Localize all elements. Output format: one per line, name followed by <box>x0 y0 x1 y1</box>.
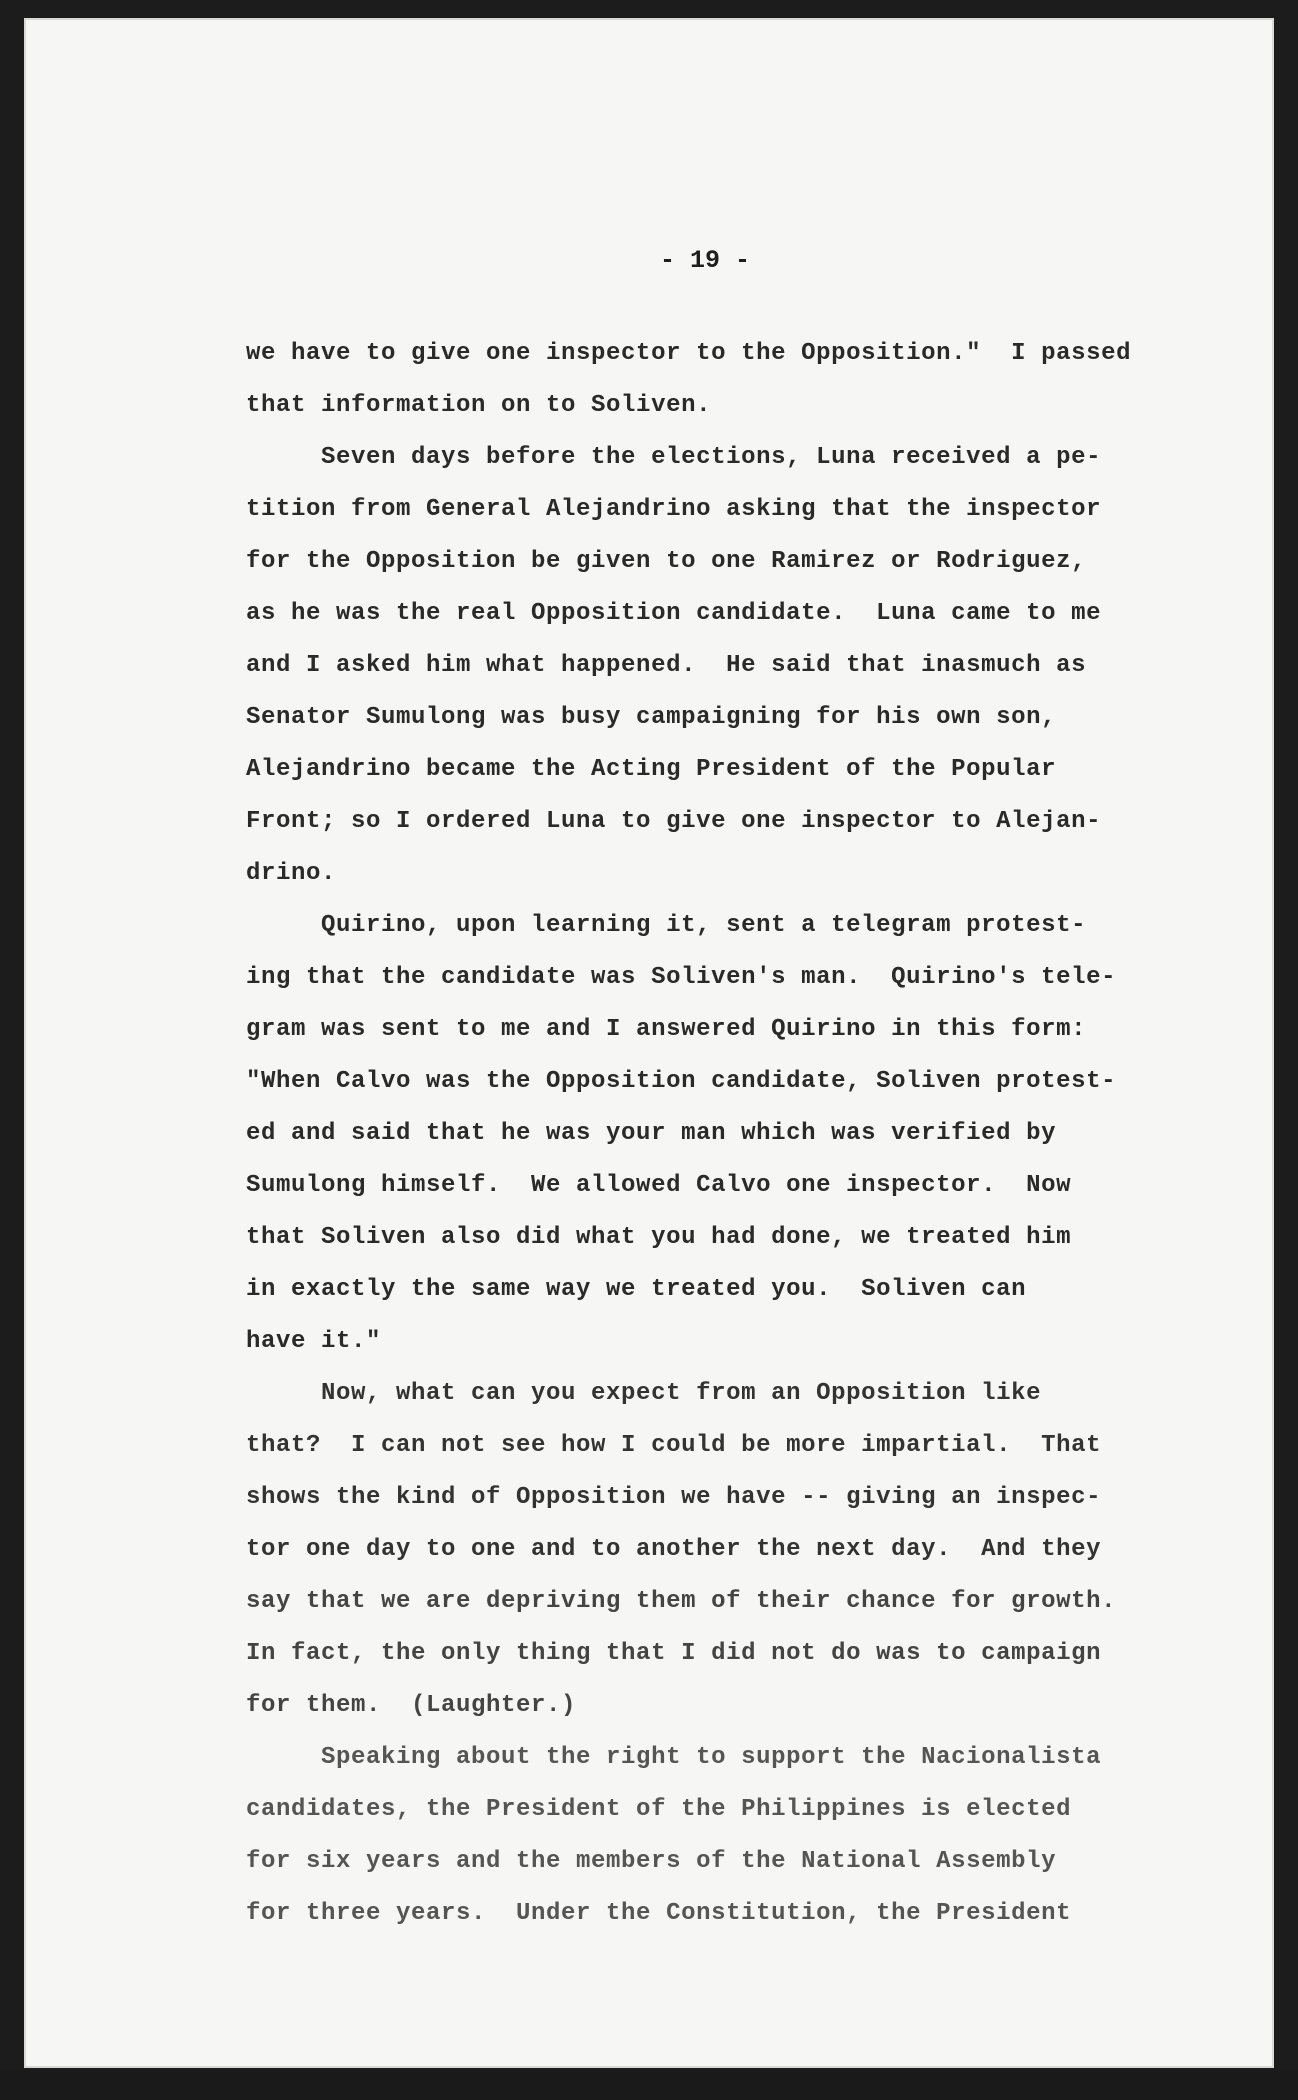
text-line: that Soliven also did what you had done, we treated him <box>246 1224 1072 1251</box>
text-line: "When Calvo was the Opposition candidate, Soliven protest- <box>246 1068 1117 1095</box>
text-line: ed and said that he was your man which was verified by <box>246 1120 1057 1147</box>
document-page <box>24 18 1274 2068</box>
text-line: ing that the candidate was Soliven's man. Quirino's tele- <box>246 964 1117 991</box>
text-line: Sumulong himself. We allowed Calvo one inspector. Now <box>246 1172 1072 1199</box>
typewritten-body <box>246 328 1206 1940</box>
page-number: - 19 - <box>659 246 750 275</box>
text-line: and I asked him what happened. He said that inasmuch as <box>246 652 1087 679</box>
text-line: Front; so I ordered Luna to give one inspector to Alejan- <box>246 808 1102 835</box>
scan-border <box>0 2070 1298 2100</box>
text-line: for them. (Laughter.) <box>246 1692 577 1719</box>
text-line: Seven days before the elections, Luna received a pe- <box>246 444 1102 471</box>
text-line: in exactly the same way we treated you. Soliven can <box>246 1276 1027 1303</box>
text-line: tition from General Alejandrino asking that the inspector <box>246 496 1102 523</box>
text-line: shows the kind of Opposition we have -- giving an inspec- <box>246 1484 1102 1511</box>
text-line: Quirino, upon learning it, sent a telegram protest- <box>246 912 1087 939</box>
text-line: as he was the real Opposition candidate. Luna came to me <box>246 600 1102 627</box>
text-line: that? I can not see how I could be more impartial. That <box>246 1432 1102 1459</box>
text-line: candidates, the President of the Philippines is elected <box>246 1796 1072 1823</box>
text-line: have it." <box>246 1328 382 1355</box>
text-line: for three years. Under the Constitution, the President <box>246 1900 1072 1927</box>
text-line: Senator Sumulong was busy campaigning for his own son, <box>246 704 1057 731</box>
text-line: for six years and the members of the National Assembly <box>246 1848 1057 1875</box>
text-line: In fact, the only thing that I did not do was to campaign <box>246 1640 1102 1667</box>
text-line: Speaking about the right to support the Nacionalista <box>246 1744 1102 1771</box>
text-line: drino. <box>246 860 337 887</box>
text-line: tor one day to one and to another the next day. And they <box>246 1536 1102 1563</box>
text-line: that information on to Soliven. <box>246 392 712 419</box>
text-line: for the Opposition be given to one Ramirez or Rodriguez, <box>246 548 1087 575</box>
text-line: we have to give one inspector to the Opposition." I passed <box>246 340 1132 367</box>
text-line: say that we are depriving them of their chance for growth. <box>246 1588 1117 1615</box>
text-line: gram was sent to me and I answered Quirino in this form: <box>246 1016 1087 1043</box>
text-line: Now, what can you expect from an Opposition like <box>246 1380 1042 1407</box>
text-line: Alejandrino became the Acting President of the Popular <box>246 756 1057 783</box>
